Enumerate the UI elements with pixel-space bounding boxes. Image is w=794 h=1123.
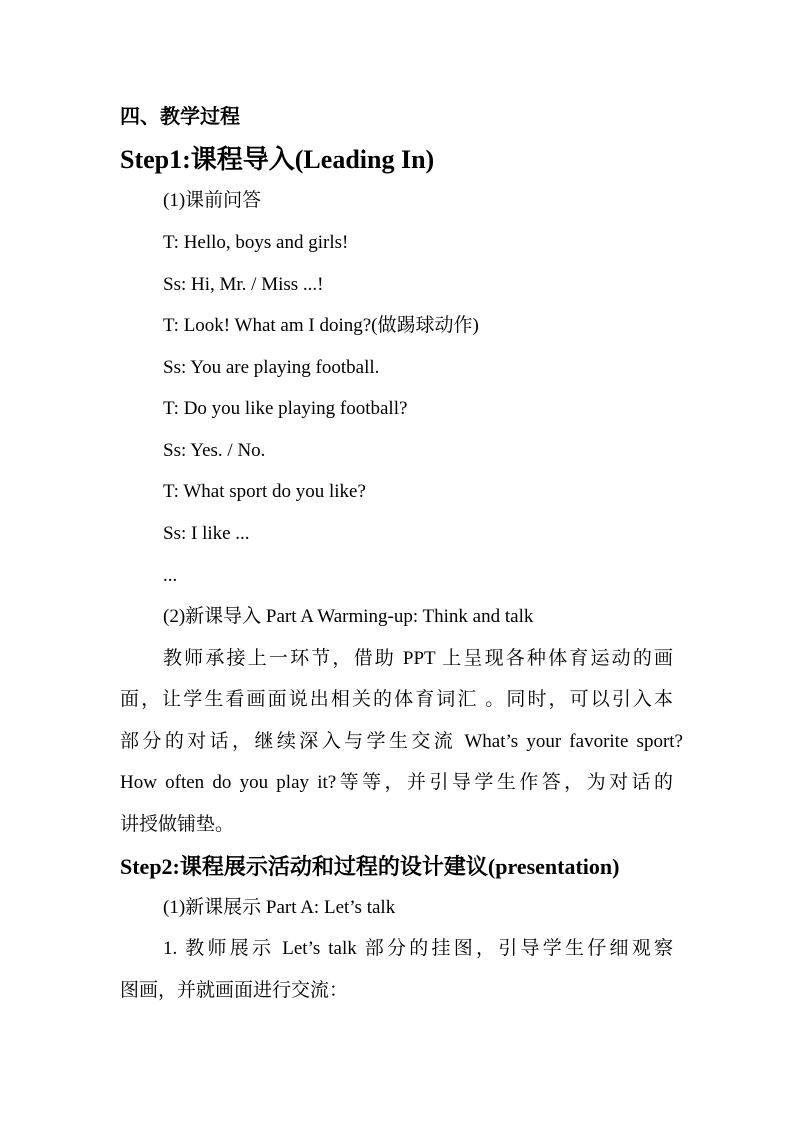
paragraph-line: 面，让学生看画面说出相关的体育词汇 。同时，可以引入本 [120,689,673,710]
dialogue-line: Ss: You are playing football. [163,357,380,378]
dialogue-line: Ss: I like ... [163,523,250,544]
paragraph-line: How often do you play it?等等，并引导学生作答，为对话的 [120,772,673,793]
dialogue-ellipsis: ... [163,565,178,586]
step2-heading: Step2:课程展示活动和过程的设计建议(presentation) [120,854,620,879]
dialogue-line: T: Do you like playing football? [163,398,408,419]
step1-subheading-1: (1)课前问答 [163,190,262,211]
step2-item-line: 图画，并就画面进行交流： [120,980,349,1001]
step2-item-line: 1. 教师展示 Let’s talk 部分的挂图，引导学生仔细观察 [163,938,673,959]
step1-subheading-2: (2)新课导入 Part A Warming-up: Think and talk [163,606,534,627]
dialogue-line: T: Hello, boys and girls! [163,232,349,253]
step1-heading: Step1:课程导入(Leading In) [120,145,435,174]
paragraph-line: 讲授做铺垫。 [120,814,235,835]
paragraph-line: 教师承接上一环节，借助 PPT 上呈现各种体育运动的画 [163,648,673,669]
section-title: 四、教学过程 [120,106,240,128]
dialogue-line: T: Look! What am I doing?(做踢球动作) [163,315,479,336]
dialogue-line: Ss: Yes. / No. [163,440,266,461]
step2-subheading-1: (1)新课展示 Part A: Let’s talk [163,897,396,918]
dialogue-line: Ss: Hi, Mr. / Miss ...! [163,274,324,295]
dialogue-line: T: What sport do you like? [163,481,366,502]
paragraph-line: 部分的对话，继续深入与学生交流 What’s your favorite sport? [120,731,683,752]
